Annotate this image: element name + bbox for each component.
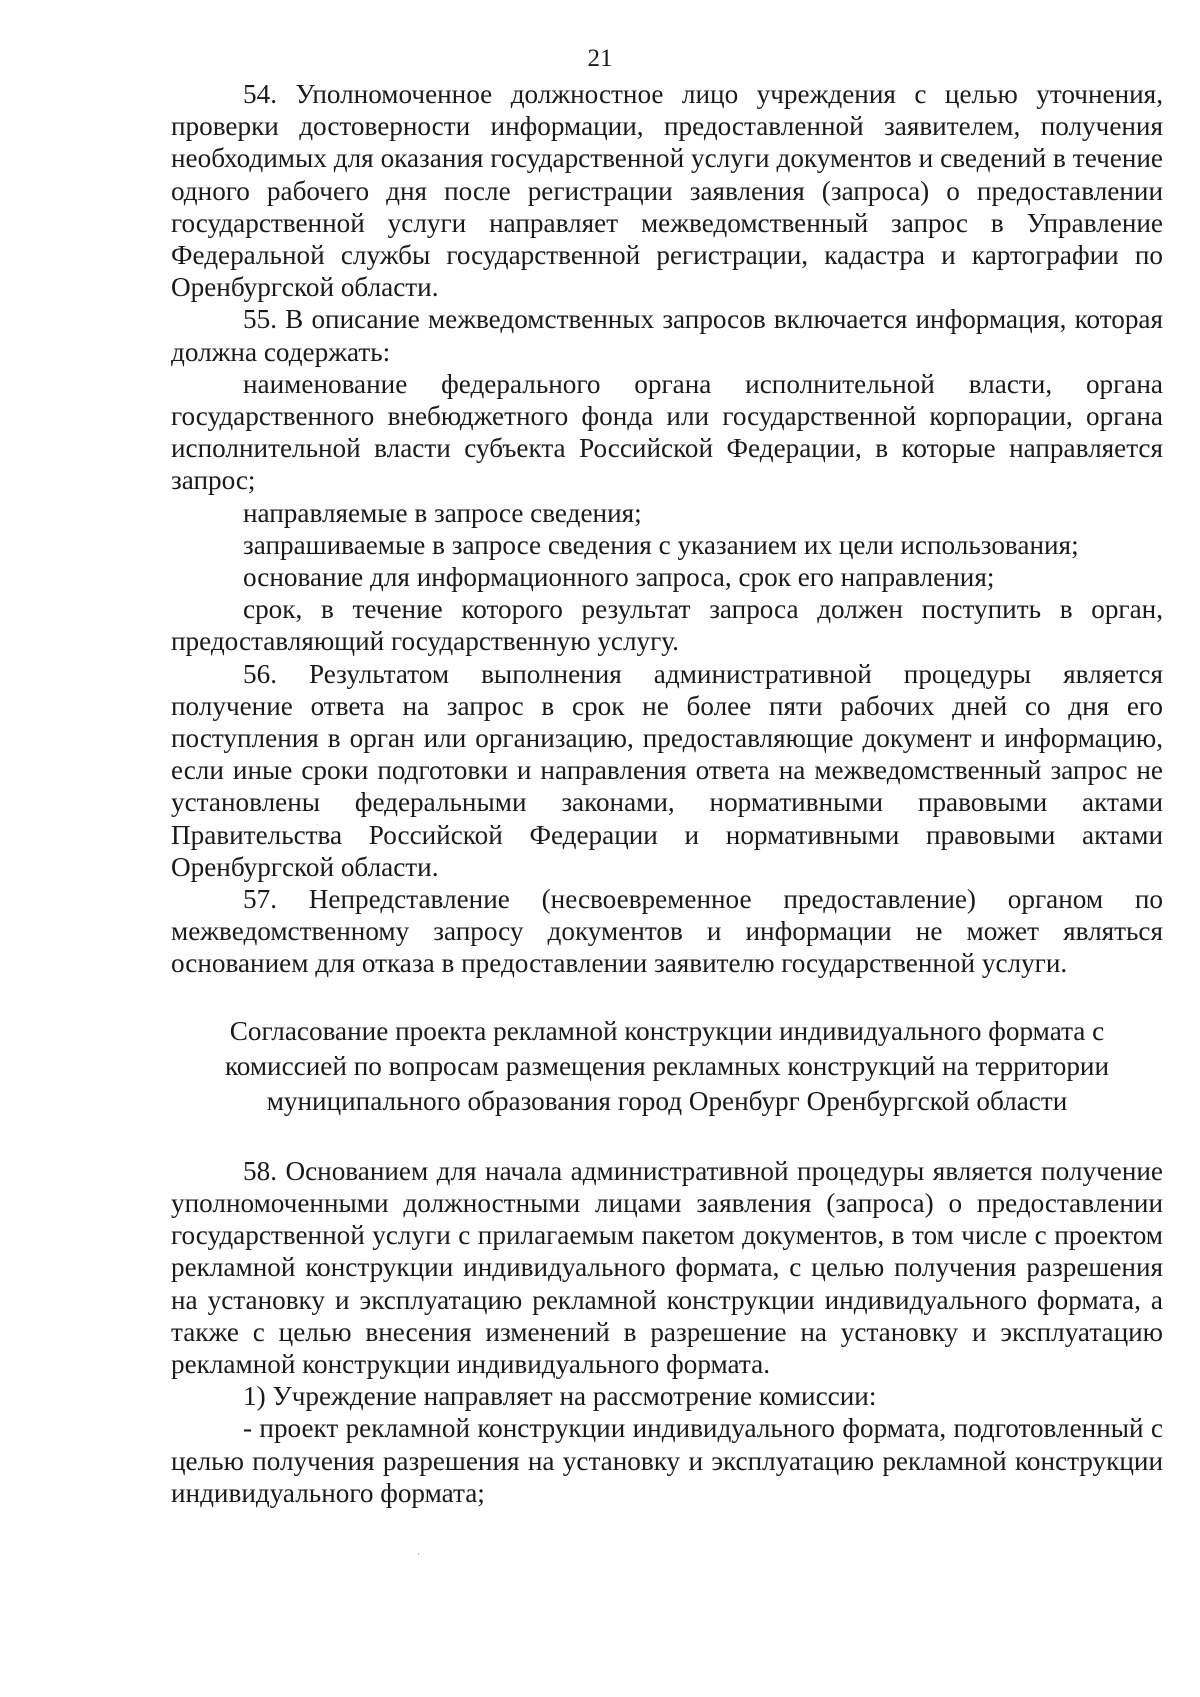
paragraph-55: 55. В описание межведомственных запросов включается информация, которая должна содержать: (171, 304, 1163, 367)
paragraph-55-item-e: срок, в течение которого результат запроса должен поступить в орган, предоставляющий государственную услугу. (171, 594, 1163, 657)
section-heading-line-3: муниципального образования город Оренбург Оренбургской области (266, 1085, 1068, 1116)
section-heading (171, 1014, 1163, 1119)
page-number: 21 (587, 45, 613, 72)
paragraph-54: 54. Уполномоченное должностное лицо учреждения с целью уточнения, проверки достоверности информации, предоставленной заявителем, получения необходимых для оказания государственной услуги документов и сведений в течение одного рабочего дня после регистрации заявления (запроса) о предоставлении государственной услуги направляет межведомственный запрос в Управление Федеральной службы государственной регистрации, кадастра и картографии по Оренбургской области. (171, 79, 1163, 303)
paragraph-55-item-a: наименование федерального органа исполнительной власти, органа государственного внебюджетного фонда или государственной корпорации, органа исполнительной власти субъекта Российской Федерации, в которые направляется запрос; (171, 368, 1163, 496)
paragraph-58-subitem-1: 1) Учреждение направляет на рассмотрение комиссии: (243, 1381, 877, 1412)
paragraph-56: 56. Результатом выполнения административной процедуры является получение ответа на запрос в срок не более пяти рабочих дней со дня его поступления в орган или организацию, предоставляющие документ и информацию, если иные сроки подготовки и направления ответа на межведомственный запрос не установлены федеральными законами, нормативными правовыми актами Правительства Российской Федерации и нормативными правовыми актами Оренбургской области. (171, 658, 1163, 882)
paragraph-58-subitem-1-dash: - проект рекламной конструкции индивидуального формата, подготовленный с целью получения разрешения на установку и эксплуатацию рекламной конструкции индивидуального формата; (171, 1413, 1163, 1508)
scan-speck (418, 1553, 419, 1555)
document-body (171, 78, 1163, 1509)
paragraph-58: 58. Основанием для начала административной процедуры является получение уполномоченными должностными лицами заявления (запроса) о предоставлении государственной услуги с прилагаемым пакетом документов, в том числе с проектом рекламной конструкции индивидуального формата, с целью получения разрешения на установку и эксплуатацию рекламной конструкции индивидуального формата, а также с целью внесения изменений в разрешение на установку и эксплуатацию рекламной конструкции индивидуального формата. (171, 1155, 1163, 1379)
paragraph-55-item-c: запрашиваемые в запросе сведения с указанием их цели использования; (243, 529, 1079, 560)
paragraph-57: 57. Непредставление (несвоевременное предоставление) органом по межведомственному запросу документов и информации не может являться основанием для отказа в предоставлении заявителю государственной услуги. (171, 884, 1163, 979)
section-heading-line-1: Согласование проекта рекламной конструкции индивидуального формата с (229, 1015, 1105, 1046)
paragraph-55-item-d: основание для информационного запроса, срок его направления; (243, 562, 995, 593)
paragraph-55-item-b: направляемые в запросе сведения; (243, 497, 642, 528)
section-heading-line-2: комиссией по вопросам размещения рекламных конструкций на территории (224, 1050, 1110, 1081)
